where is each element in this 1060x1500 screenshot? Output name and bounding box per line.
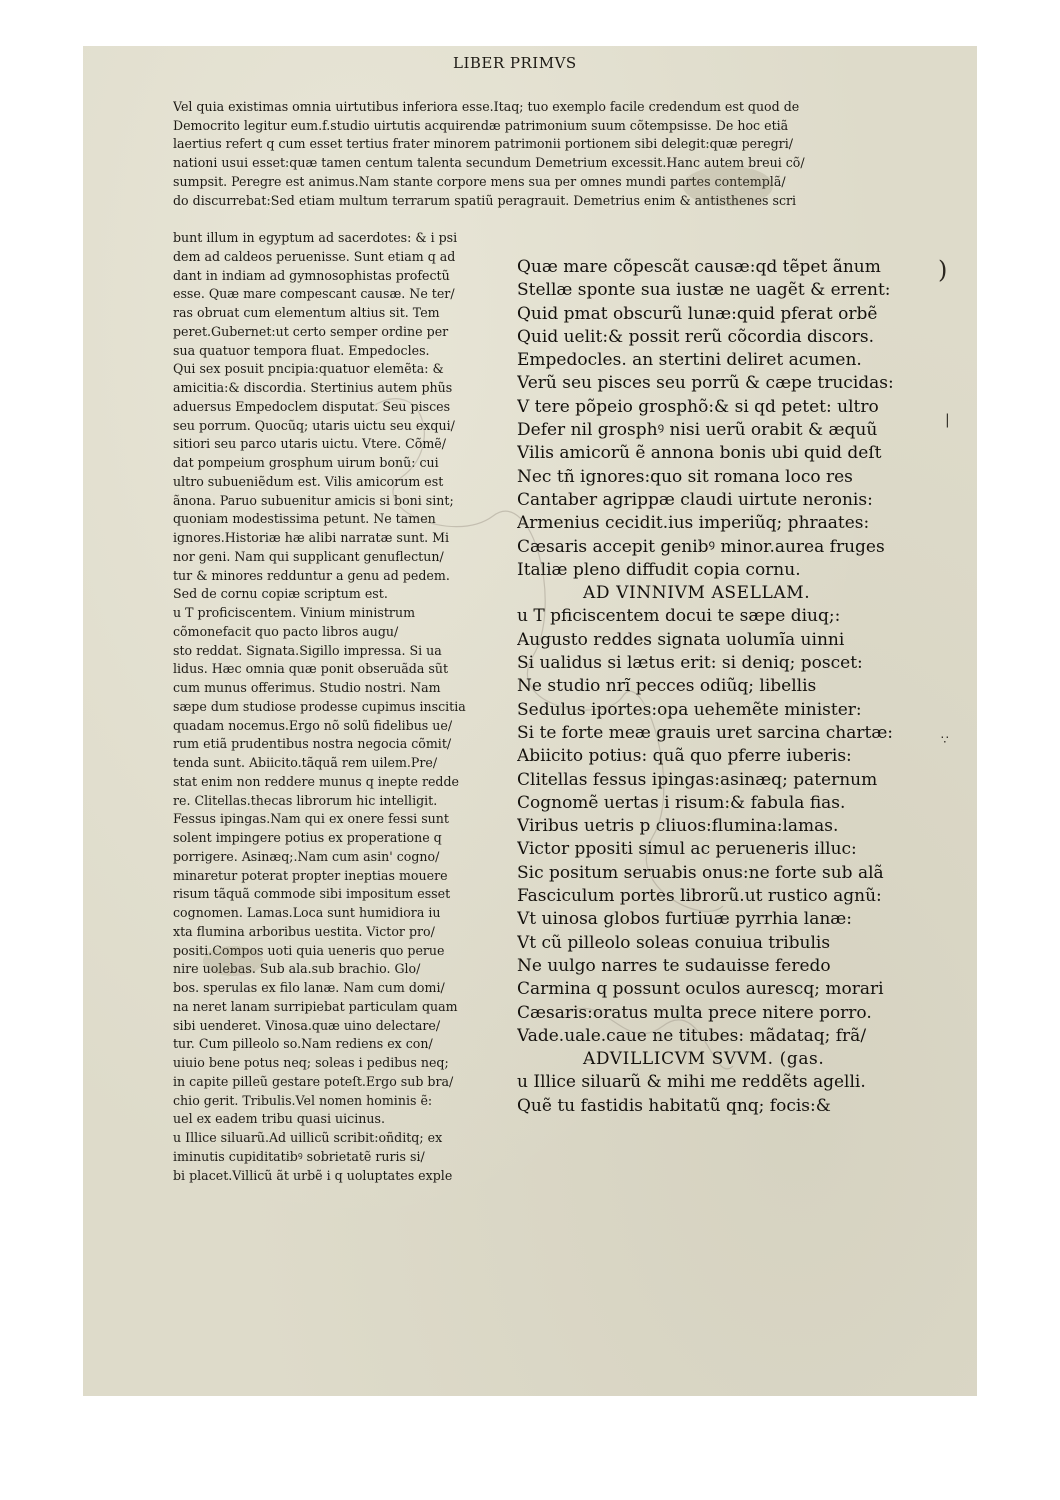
commentary-line: tur. Cum pilleolo so.Nam rediens ex con/ [173,1036,433,1052]
commentary-line: esse. Quæ mare compescant causæ. Ne ter/ [173,286,455,302]
poem-section-heading: ADVILLICVM SVVM. (gas. [583,1049,825,1070]
verse-line: Quid pmat obscurũ lunæ:quid pferat orbẽ [517,303,878,324]
commentary-line: bi placet.Villicũ ãt urbẽ i q uoluptates exple [173,1167,453,1183]
commentary-line: cum munus offerimus. Studio nostri. Nam [173,680,441,695]
verse-line: Cæsaris accepit genibꝰ minor.aurea fruges [517,536,885,557]
verse-line: Italiæ pleno diffudit copia cornu. [517,559,801,580]
commentary-line: dant in indiam ad gymnosophistas profectũ [173,267,450,283]
verse-line: Vt uinosa globos furtiuæ pyrrhia lanæ: [517,909,853,930]
commentary-line: solent impingere potius ex properatione q [173,830,442,845]
paper-stain [203,946,263,976]
commentary-line: iminutis cupiditatibꝰ sobrietatẽ ruris si/ [173,1148,425,1164]
verse-line: Ne uulgo narres te sudauisse feredo [517,955,831,976]
margin-bracket-mark: ) [938,256,948,284]
commentary-line: bos. sperulas ex filo lanæ. Nam cum domi/ [173,980,445,995]
left-commentary-column [173,229,513,1185]
verse-line: V tere põpeio grosphõ:& si qd petet: ultro [517,396,879,417]
verse-line: Verũ seu pisces seu porrũ & cæpe trucidas: [517,373,894,394]
commentary-line: na neret lanam surripiebat particulam quam [173,998,458,1014]
commentary-line: aduersus Empedoclem disputat. Seu pisces [173,398,451,414]
verse-line: Quid uelit:& possit rerũ cõcordia discors. [517,326,875,347]
commentary-line: porrigere. Asinæq;.Nam cum asin' cogno/ [173,848,440,864]
commentary-line: ignores.Historiæ hæ alibi narratæ sunt. Mi [173,530,450,545]
commentary-line: sibi uenderet. Vinosa.quæ uino delectare/ [173,1017,441,1033]
commentary-line: ultro subueniẽdum est. Vilis amicorum est [173,473,444,489]
commentary-line: uiuio bene potus neq; soleas i pedibus neq; [173,1055,449,1070]
commentary-line: sto reddat. Signata.Sigillo impressa. Si ua [173,642,442,658]
verse-line: Si te forte meæ grauis uret sarcina chartæ: [517,722,894,743]
verse-line: Vade.uale.caue ne titubes: mãdataq; frã/ [517,1025,867,1046]
commentary-line: dem ad caldeos peruenisse. Sunt etiam q ad [173,248,456,264]
verse-line: Ne studio nrĩ pecces odiũq; libellis [517,676,817,697]
verse-line: Viribus uetris p cliuos:flumina:lamas. [517,816,839,837]
commentary-line: amicitia:& discordia. Stertinius autem phũs [173,380,453,395]
commentary-line: positi.Compos uoti quia ueneris quo perue [173,942,445,958]
verse-line: Empedocles. an stertini deliret acumen. [517,350,862,371]
commentary-line: laertius refert q cum esset tertius frater minorem patrimonii portionem sibi delegit:quæ peregri/ [173,136,793,152]
verse-line: Stellæ sponte sua iustæ ne uagẽt & errent: [517,280,891,301]
commentary-line: sumpsit. Peregre est animus.Nam stante corpore mens sua per omnes mundi partes contemplã/ [173,173,786,189]
commentary-line: sua quatuor tempora fluat. Empedocles. [173,342,430,358]
commentary-line: Fessus ipingas.Nam qui ex onere fessi sunt [173,811,449,827]
verse-line: Cantaber agrippæ claudi uirtute neronis: [517,489,873,510]
verse-line: Si ualidus si lætus erit: si deniq; poscet: [517,653,863,674]
commentary-line: quoniam modestissima petunt. Ne tamen [173,511,436,527]
verse-line: u Illice siluarũ & mihi me reddẽts agelli. [517,1072,866,1093]
top-commentary-block [173,98,933,210]
commentary-line: Democrito legitur eum.f.studio uirtutis acquirendæ patrimonium suum cõtempsisse. De hoc etiã [173,117,789,133]
verse-line: Armenius cecidit.ius imperiũq; phraates: [517,513,870,534]
commentary-line: Sed de cornu copiæ scriptum est. [173,586,388,602]
commentary-line: nire uolebas. Sub ala.sub brachio. Glo/ [173,961,421,977]
running-head: LIBER PRIMVS [453,54,577,72]
verse-line: Quẽ tu fastidis habitatũ qnq; focis:& [517,1095,831,1116]
commentary-line: nor geni. Nam qui supplicant genuflectun/ [173,548,444,564]
commentary-line: sitiori seu parco utaris uictu. Vtere. Cõmẽ/ [173,436,446,452]
verse-line: u T pficiscentem docui te sæpe diuq;: [517,606,841,627]
verse-line: Cognomẽ uertas i risum:& fabula fias. [517,792,846,813]
commentary-line: quadam nocemus.Ergo nõ solũ fidelibus ue/ [173,717,453,733]
commentary-line: in capite pilleũ gestare poteſt.Ergo sub bra/ [173,1073,454,1089]
verse-line: Cæsaris:oratus multa prece nitere porro. [517,1002,872,1023]
commentary-line: dat pompeium grosphum uirum bonũ: cui [173,455,439,470]
verse-line: Defer nil grosphꝰ nisi uerũ orabit & æquũ [517,420,878,441]
commentary-line: Vel quia existimas omnia uirtutibus inferiora esse.Itaq; tuo exemplo facile credendum est quod de [173,99,800,114]
commentary-line: lidus. Hæc omnia quæ ponit obseruãda sũt [173,661,449,677]
verse-line: Augusto reddes signata uolumĩa uinni [517,629,845,650]
commentary-line: tur & minores redduntur a genu ad pedem. [173,567,450,583]
commentary-line: seu porrum. Quocũq; utaris uictu seu exqui/ [173,417,455,433]
verse-line: Fasciculum portes librorũ.ut rustico agnũ: [517,886,882,907]
margin-tick-mark: | [945,412,950,428]
verse-line: Sic positum seruabis onus:ne forte sub alã [517,862,884,883]
commentary-line: Qui sex posuit pncipia:quatuor elemẽta: & [173,361,444,377]
commentary-line: uel ex eadem tribu quasi uicinus. [173,1111,385,1127]
verse-line: Nec tñ ignores:quo sit romana loco res [517,466,853,487]
commentary-line: sæpe dum studiose prodesse cupimus inscitia [173,698,466,714]
commentary-line: risum tãquã commode sibi impositum esset [173,886,451,902]
verse-line: Abiicito potius: quã quo pferre iuberis: [517,746,852,767]
commentary-line: chio gerit. Tribulis.Vel nomen hominis ẽ: [173,1092,433,1108]
manuscript-scan [83,46,977,1396]
verse-line: Carmina q possunt oculos aurescq; morari [517,979,884,1000]
commentary-line: rum etiã prudentibus nostra negocia cõmit/ [173,736,452,752]
verse-line: Clitellas fessus ipingas:asinæq; paternum [517,769,878,790]
verse-line: Victor ppositi simul ac perueneris illuc: [517,839,857,860]
commentary-line: tenda sunt. Abiicito.tãquã rem uilem.Pre/ [173,755,438,770]
verse-line: Vilis amicorũ ẽ annona bonis ubi quid deſt [517,443,882,464]
verse-line: Sedulus iportes:opa uehemẽte minister: [517,699,862,720]
commentary-line: do discurrebat:Sed etiam multum terrarum spatiũ peragrauit. Demetrius enim & antisthenes scri [173,192,797,208]
commentary-line: peret.Gubernet:ut certo semper ordine per [173,323,449,339]
commentary-line: cõmonefacit quo pacto libros augu/ [173,623,399,639]
commentary-line: nationi usui esset:quæ tamen centum talenta secundum Demetrium excessit.Hanc autem breui cõ/ [173,155,805,171]
poem-section-heading: AD VINNIVM ASELLAM. [583,583,811,604]
margin-dot-mark: ∵ [941,733,949,747]
verse-line: Vt cũ pilleolo soleas conuiua tribulis [517,932,831,953]
commentary-line: ãnona. Paruo subuenitur amicis si boni sint; [173,492,454,508]
commentary-line: u T proficiscentem. Vinium ministrum [173,605,416,620]
commentary-line: u Illice siluarũ.Ad uillicũ scribit:oñditq; ex [173,1130,443,1145]
paper-stain [683,166,773,206]
commentary-line: minaretur poterat propter ineptias mouere [173,867,448,883]
commentary-line: xta flumina arboribus uestita. Victor pro/ [173,923,435,939]
commentary-line: re. Clitellas.thecas librorum hic intelligit. [173,792,438,808]
commentary-line: stat enim non reddere munus q inepte redde [173,773,459,789]
commentary-line: bunt illum in egyptum ad sacerdotes: & i psi [173,230,458,245]
commentary-line: ras obruat cum elementum altius sit. Tem [173,305,440,320]
verse-line: Quæ mare cõpescãt causæ:qd tẽpet ãnum [517,257,881,277]
commentary-line: cognomen. Lamas.Loca sunt humidiora iu [173,905,441,920]
poem-column [517,256,937,1118]
